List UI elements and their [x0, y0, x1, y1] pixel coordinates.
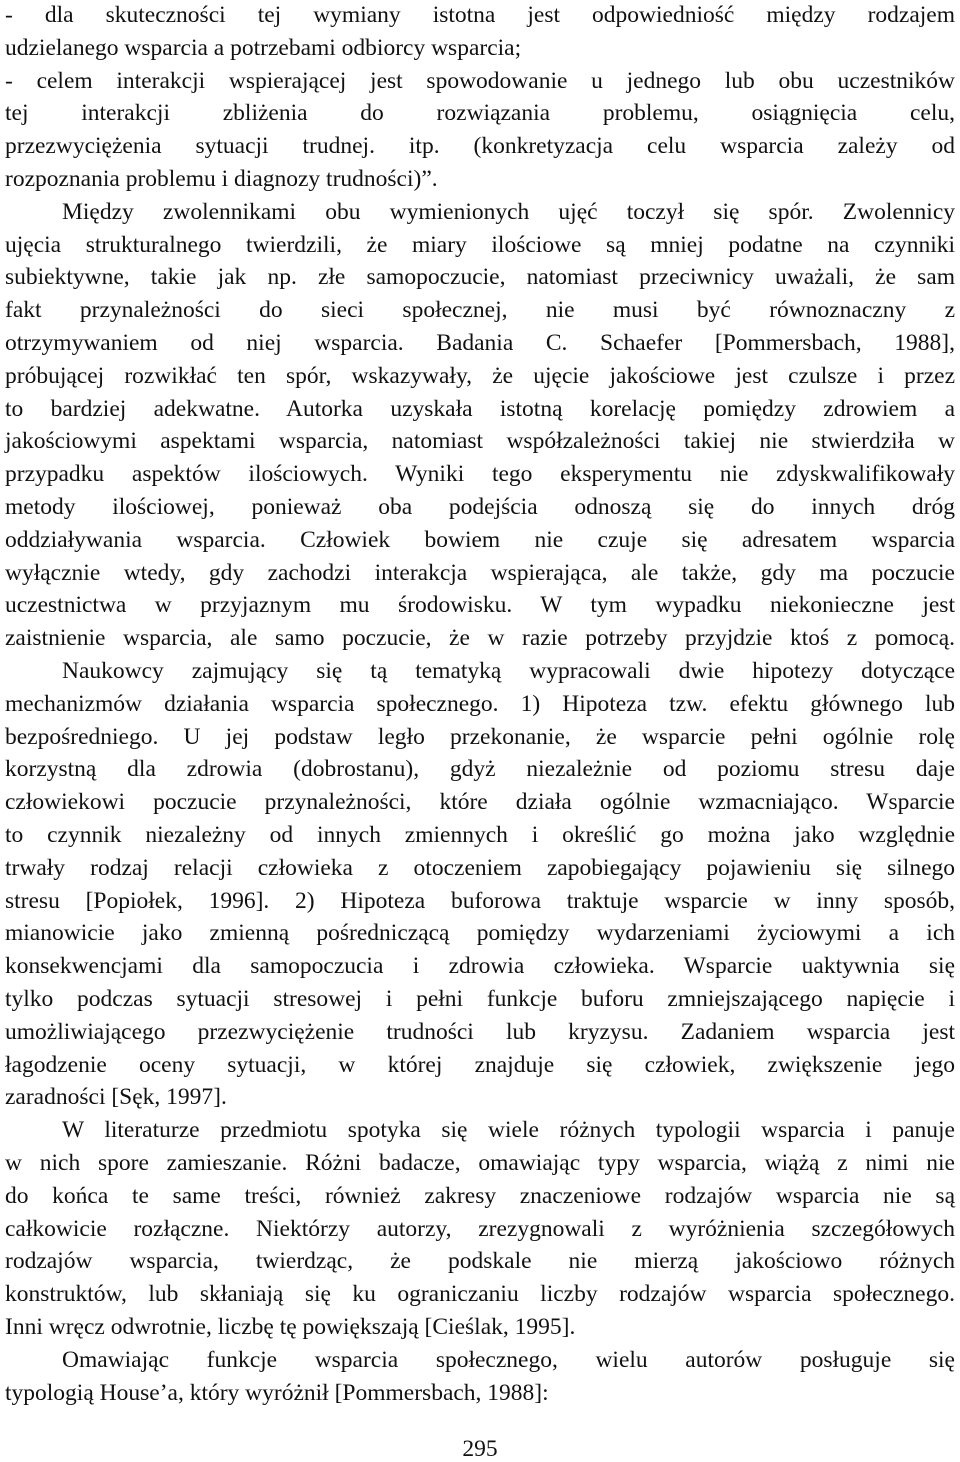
- text-line: uczestnictwa w przyjaznym mu środowisku. W tym wypadku niekonieczne jest: [5, 592, 955, 619]
- text-line: typologią House’a, który wyróżnił [Pommersbach, 1988]:: [5, 1379, 549, 1406]
- text-line: całkowicie rozłączne. Niektórzy autorzy, zrezygnowali z wyróżnienia szczegółowych: [5, 1215, 955, 1242]
- text-line: rodzajów wsparcia, twierdząc, że podskale nie mierzą jakościowo różnych: [5, 1248, 955, 1275]
- text-line: wyłącznie wtedy, gdy zachodzi interakcja wspierająca, ale także, gdy ma poczucie: [5, 559, 955, 586]
- text-line: ujęcia strukturalnego twierdzili, że miary ilościowe są mniej podatne na czynniki: [5, 231, 955, 258]
- text-line: próbującej rozwikłać ten spór, wskazywały, że ujęcie jakościowe jest czulsze i przez: [5, 362, 955, 389]
- text-line: trwały rodzaj relacji człowieka z otoczeniem zapobiegający pojawieniu się silnego: [5, 854, 955, 881]
- text-line: metody ilościowej, ponieważ oba podejścia odnoszą się do innych dróg: [5, 494, 955, 520]
- text-line: korzystną dla zdrowia (dobrostanu), gdyż niezależnie od poziomu stresu daje: [5, 756, 955, 783]
- text-line: udzielanego wsparcia a potrzebami odbiorcy wsparcia;: [5, 34, 522, 61]
- text-line: Naukowcy zajmujący się tą tematyką wypracowali dwie hipotezy dotyczące: [62, 658, 955, 684]
- text-line: otrzymywaniem od niej wsparcia. Badania C. Schaefer [Pommersbach, 1988],: [5, 330, 955, 356]
- text-line: W literaturze przedmiotu spotyka się wiele różnych typologii wsparcia i panuje: [62, 1117, 955, 1144]
- text-line: - celem interakcji wspierającej jest spowodowanie u jednego lub obu uczestników: [5, 67, 955, 94]
- text-line: fakt przynależności do sieci społecznej, nie musi być równoznaczny z: [5, 297, 955, 324]
- text-line: Inni wręcz odwrotnie, liczbę tę powiększają [Cieślak, 1995].: [5, 1314, 576, 1340]
- text-line: mianowicie jako zmienną pośredniczącą pomiędzy wydarzeniami życiowymi a ich: [5, 920, 955, 947]
- text-line: zaistnienie wsparcia, ale samo poczucie, że w razie potrzeby przyjdzie ktoś z pomocą.: [5, 625, 955, 652]
- text-line: przezwyciężenia sytuacji trudnej. itp. (konkretyzacja celu wsparcia zależy od: [5, 133, 955, 160]
- text-line: subiektywne, takie jak np. złe samopoczucie, natomiast przeciwnicy uważali, że sam: [5, 264, 955, 291]
- text-line: przypadku aspektów ilościowych. Wyniki tego eksperymentu nie zdyskwalifikowały: [5, 461, 955, 488]
- text-line: jakościowymi aspektami wsparcia, natomiast współzależności takiej nie stwierdziła w: [5, 428, 955, 455]
- text-line: rozpoznania problemu i diagnozy trudności)”.: [5, 166, 438, 192]
- page-number: 295: [462, 1436, 498, 1462]
- text-line: konsekwencjami dla samopoczucia i zdrowia człowieka. Wsparcie uaktywnia się: [5, 953, 955, 980]
- text-line: umożliwiającego przezwyciężenie trudności lub kryzysu. Zadaniem wsparcia jest: [5, 1018, 955, 1045]
- text-line: człowiekowi poczucie przynależności, które działa ogólnie wzmacniająco. Wsparcie: [5, 789, 955, 816]
- text-line: do końca te same treści, również zakresy znaczeniowe rodzajów wsparcia nie są: [5, 1182, 955, 1209]
- text-line: konstruktów, lub skłaniają się ku ograniczaniu liczby rodzajów wsparcia społecznego.: [5, 1281, 955, 1308]
- text-line: Omawiając funkcje wsparcia społecznego, wielu autorów posługuje się: [62, 1346, 955, 1373]
- text-line: bezpośredniego. U jej podstaw legło przekonanie, że wsparcie pełni ogólnie rolę: [5, 723, 955, 750]
- text-line: Między zwolennikami obu wymienionych ujęć toczył się spór. Zwolennicy: [62, 198, 955, 225]
- text-line: - dla skuteczności tej wymiany istotna jest odpowiedniość między rodzajem: [5, 2, 955, 28]
- text-line: to czynnik niezależny od innych zmiennych i określić go można jako względnie: [5, 822, 955, 848]
- text-line: tylko podczas sytuacji stresowej i pełni funkcje buforu zmniejszającego napięcie i: [5, 986, 955, 1012]
- text-line: to bardziej adekwatne. Autorka uzyskała istotną korelację pomiędzy zdrowiem a: [5, 395, 955, 422]
- text-line: zaradności [Sęk, 1997].: [5, 1084, 227, 1111]
- text-line: stresu [Popiołek, 1996]. 2) Hipoteza buforowa traktuje wsparcie w inny sposób,: [5, 887, 955, 914]
- text-line: łagodzenie oceny sytuacji, w której znajduje się człowiek, zwiększenie jego: [5, 1051, 955, 1078]
- text-line: oddziaływania wsparcia. Człowiek bowiem nie czuje się adresatem wsparcia: [5, 526, 955, 553]
- text-line: tej interakcji zbliżenia do rozwiązania problemu, osiągnięcia celu,: [5, 100, 955, 127]
- text-line: w nich spore zamieszanie. Różni badacze, omawiając typy wsparcia, wiążą z nimi nie: [5, 1150, 955, 1176]
- text-line: mechanizmów działania wsparcia społecznego. 1) Hipoteza tzw. efektu głównego lub: [5, 690, 955, 717]
